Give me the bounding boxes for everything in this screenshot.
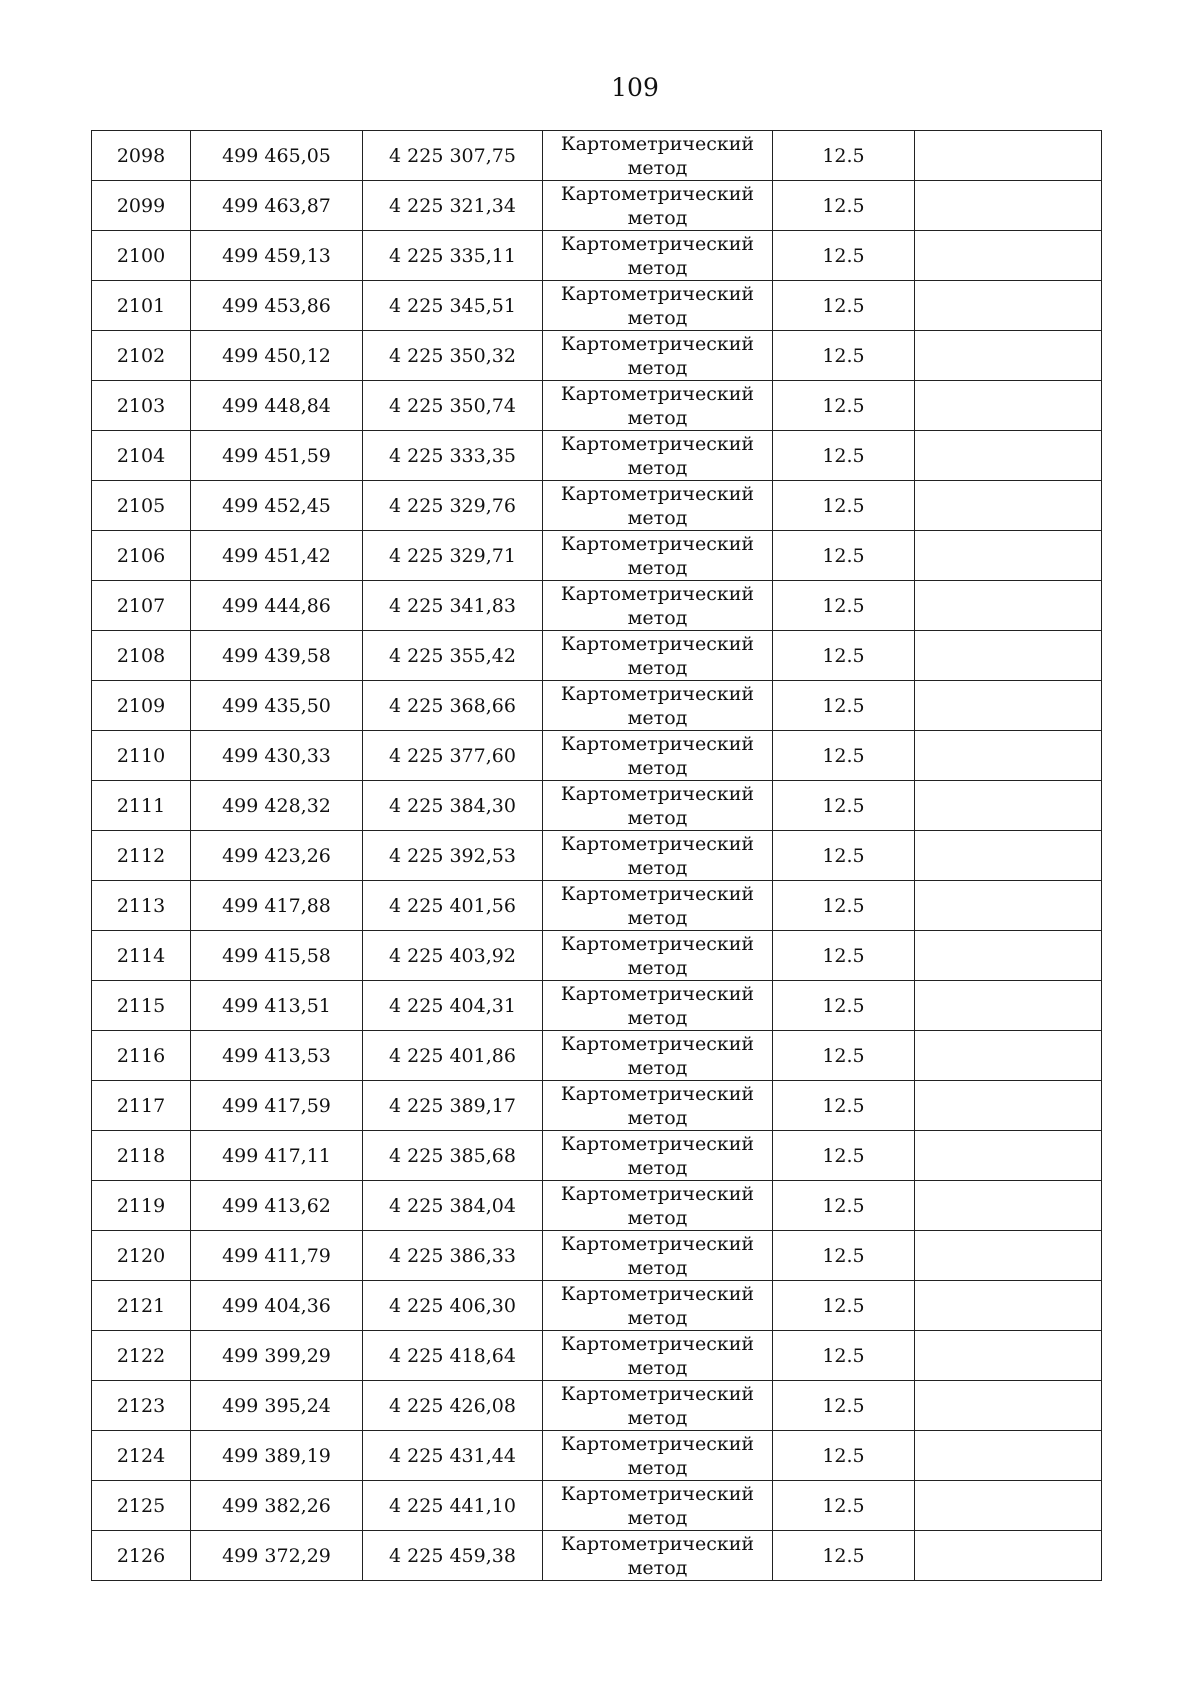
table-row: [92, 281, 1102, 331]
x-coordinate-cell: 499 453,86: [191, 281, 363, 331]
x-coordinate-cell: 499 448,84: [191, 381, 363, 431]
method-line-2: метод: [627, 1556, 688, 1579]
table-row: [92, 981, 1102, 1031]
method-line-1: Картометрический: [560, 1382, 755, 1405]
page-number: 109: [611, 73, 659, 102]
method-cell: [543, 1381, 773, 1431]
table-row: [92, 531, 1102, 581]
method-line-2: метод: [627, 1156, 688, 1179]
point-number-cell: 2108: [92, 631, 191, 681]
x-coordinate-cell: 499 413,53: [191, 1031, 363, 1081]
method-line-2: метод: [627, 1056, 688, 1079]
point-number-cell: 2119: [92, 1181, 191, 1231]
note-cell: [915, 431, 1102, 481]
table-row: [92, 1281, 1102, 1331]
y-coordinate-cell: 4 225 377,60: [363, 731, 543, 781]
method-cell: [543, 381, 773, 431]
table-row: [92, 1031, 1102, 1081]
accuracy-cell: 12.5: [773, 1281, 915, 1331]
point-number-cell: 2109: [92, 681, 191, 731]
accuracy-cell: 12.5: [773, 831, 915, 881]
y-coordinate-cell: 4 225 368,66: [363, 681, 543, 731]
accuracy-cell: 12.5: [773, 781, 915, 831]
method-line-2: метод: [627, 656, 688, 679]
accuracy-cell: 12.5: [773, 681, 915, 731]
note-cell: [915, 381, 1102, 431]
method-line-2: метод: [627, 406, 688, 429]
y-coordinate-cell: 4 225 345,51: [363, 281, 543, 331]
method-line-1: Картометрический: [560, 432, 755, 455]
method-line-1: Картометрический: [560, 1182, 755, 1205]
method-cell: [543, 931, 773, 981]
accuracy-cell: 12.5: [773, 1031, 915, 1081]
x-coordinate-cell: 499 413,51: [191, 981, 363, 1031]
method-line-2: метод: [627, 506, 688, 529]
table-row: [92, 781, 1102, 831]
note-cell: [915, 131, 1102, 181]
method-cell: [543, 781, 773, 831]
method-line-1: Картометрический: [560, 1432, 755, 1455]
note-cell: [915, 281, 1102, 331]
method-cell: [543, 731, 773, 781]
point-number-cell: 2116: [92, 1031, 191, 1081]
accuracy-cell: 12.5: [773, 531, 915, 581]
table-row: [92, 131, 1102, 181]
accuracy-cell: 12.5: [773, 1531, 915, 1581]
method-line-1: Картометрический: [560, 1132, 755, 1155]
method-line-1: Картометрический: [560, 1282, 755, 1305]
accuracy-cell: 12.5: [773, 1181, 915, 1231]
point-number-cell: 2104: [92, 431, 191, 481]
table-row: [92, 1481, 1102, 1531]
point-number-cell: 2101: [92, 281, 191, 331]
note-cell: [915, 1181, 1102, 1231]
accuracy-cell: 12.5: [773, 1331, 915, 1381]
accuracy-cell: 12.5: [773, 1231, 915, 1281]
x-coordinate-cell: 499 459,13: [191, 231, 363, 281]
method-line-1: Картометрический: [560, 632, 755, 655]
note-cell: [915, 1081, 1102, 1131]
accuracy-cell: 12.5: [773, 131, 915, 181]
x-coordinate-cell: 499 428,32: [191, 781, 363, 831]
point-number-cell: 2126: [92, 1531, 191, 1581]
accuracy-cell: 12.5: [773, 631, 915, 681]
table-row: [92, 1231, 1102, 1281]
note-cell: [915, 1381, 1102, 1431]
method-line-1: Картометрический: [560, 932, 755, 955]
table-row: [92, 431, 1102, 481]
method-cell: [543, 481, 773, 531]
point-number-cell: 2103: [92, 381, 191, 431]
method-cell: [543, 831, 773, 881]
method-cell: [543, 531, 773, 581]
method-cell: [543, 231, 773, 281]
method-line-1: Картометрический: [560, 132, 755, 155]
table-row: [92, 831, 1102, 881]
method-line-2: метод: [627, 1306, 688, 1329]
method-line-1: Картометрический: [560, 882, 755, 905]
point-number-cell: 2106: [92, 531, 191, 581]
table-row: [92, 881, 1102, 931]
y-coordinate-cell: 4 225 341,83: [363, 581, 543, 631]
note-cell: [915, 531, 1102, 581]
x-coordinate-cell: 499 399,29: [191, 1331, 363, 1381]
table-row: [92, 931, 1102, 981]
y-coordinate-cell: 4 225 335,11: [363, 231, 543, 281]
method-line-1: Картометрический: [560, 182, 755, 205]
note-cell: [915, 881, 1102, 931]
note-cell: [915, 1231, 1102, 1281]
x-coordinate-cell: 499 439,58: [191, 631, 363, 681]
y-coordinate-cell: 4 225 307,75: [363, 131, 543, 181]
point-number-cell: 2114: [92, 931, 191, 981]
x-coordinate-cell: 499 395,24: [191, 1381, 363, 1431]
method-line-1: Картометрический: [560, 1332, 755, 1355]
method-line-2: метод: [627, 606, 688, 629]
accuracy-cell: 12.5: [773, 331, 915, 381]
method-line-2: метод: [627, 956, 688, 979]
note-cell: [915, 331, 1102, 381]
table-row: [92, 381, 1102, 431]
point-number-cell: 2117: [92, 1081, 191, 1131]
method-line-2: метод: [627, 1256, 688, 1279]
method-cell: [543, 1131, 773, 1181]
method-line-2: метод: [627, 356, 688, 379]
method-line-2: метод: [627, 806, 688, 829]
point-number-cell: 2099: [92, 181, 191, 231]
accuracy-cell: 12.5: [773, 731, 915, 781]
method-cell: [543, 1231, 773, 1281]
x-coordinate-cell: 499 463,87: [191, 181, 363, 231]
note-cell: [915, 831, 1102, 881]
accuracy-cell: 12.5: [773, 1431, 915, 1481]
x-coordinate-cell: 499 435,50: [191, 681, 363, 731]
method-cell: [543, 1431, 773, 1481]
table-row: [92, 1331, 1102, 1381]
note-cell: [915, 931, 1102, 981]
x-coordinate-cell: 499 450,12: [191, 331, 363, 381]
note-cell: [915, 581, 1102, 631]
x-coordinate-cell: 499 452,45: [191, 481, 363, 531]
y-coordinate-cell: 4 225 350,32: [363, 331, 543, 381]
note-cell: [915, 181, 1102, 231]
y-coordinate-cell: 4 225 350,74: [363, 381, 543, 431]
method-cell: [543, 681, 773, 731]
method-line-1: Картометрический: [560, 782, 755, 805]
x-coordinate-cell: 499 465,05: [191, 131, 363, 181]
point-number-cell: 2120: [92, 1231, 191, 1281]
x-coordinate-cell: 499 444,86: [191, 581, 363, 631]
point-number-cell: 2102: [92, 331, 191, 381]
y-coordinate-cell: 4 225 329,71: [363, 531, 543, 581]
method-cell: [543, 131, 773, 181]
accuracy-cell: 12.5: [773, 431, 915, 481]
y-coordinate-cell: 4 225 431,44: [363, 1431, 543, 1481]
note-cell: [915, 1481, 1102, 1531]
table-row: [92, 1181, 1102, 1231]
accuracy-cell: 12.5: [773, 231, 915, 281]
note-cell: [915, 981, 1102, 1031]
point-number-cell: 2113: [92, 881, 191, 931]
method-line-2: метод: [627, 856, 688, 879]
y-coordinate-cell: 4 225 355,42: [363, 631, 543, 681]
method-cell: [543, 1481, 773, 1531]
x-coordinate-cell: 499 430,33: [191, 731, 363, 781]
method-line-2: метод: [627, 756, 688, 779]
point-number-cell: 2111: [92, 781, 191, 831]
method-cell: [543, 631, 773, 681]
y-coordinate-cell: 4 225 441,10: [363, 1481, 543, 1531]
table-row: [92, 481, 1102, 531]
method-line-2: метод: [627, 256, 688, 279]
accuracy-cell: 12.5: [773, 981, 915, 1031]
method-line-2: метод: [627, 306, 688, 329]
y-coordinate-cell: 4 225 459,38: [363, 1531, 543, 1581]
note-cell: [915, 1431, 1102, 1481]
y-coordinate-cell: 4 225 329,76: [363, 481, 543, 531]
method-cell: [543, 431, 773, 481]
method-line-2: метод: [627, 706, 688, 729]
method-line-1: Картометрический: [560, 1082, 755, 1105]
y-coordinate-cell: 4 225 386,33: [363, 1231, 543, 1281]
method-line-1: Картометрический: [560, 832, 755, 855]
y-coordinate-cell: 4 225 321,34: [363, 181, 543, 231]
x-coordinate-cell: 499 389,19: [191, 1431, 363, 1481]
table-row: [92, 1381, 1102, 1431]
method-line-1: Картометрический: [560, 482, 755, 505]
table-row: [92, 731, 1102, 781]
note-cell: [915, 1031, 1102, 1081]
y-coordinate-cell: 4 225 392,53: [363, 831, 543, 881]
y-coordinate-cell: 4 225 404,31: [363, 981, 543, 1031]
table-row: [92, 1531, 1102, 1581]
x-coordinate-cell: 499 417,11: [191, 1131, 363, 1181]
y-coordinate-cell: 4 225 389,17: [363, 1081, 543, 1131]
accuracy-cell: 12.5: [773, 281, 915, 331]
x-coordinate-cell: 499 404,36: [191, 1281, 363, 1331]
method-line-1: Картометрический: [560, 732, 755, 755]
note-cell: [915, 231, 1102, 281]
x-coordinate-cell: 499 451,59: [191, 431, 363, 481]
method-line-2: метод: [627, 1206, 688, 1229]
point-number-cell: 2121: [92, 1281, 191, 1331]
accuracy-cell: 12.5: [773, 381, 915, 431]
point-number-cell: 2105: [92, 481, 191, 531]
method-cell: [543, 281, 773, 331]
y-coordinate-cell: 4 225 401,86: [363, 1031, 543, 1081]
y-coordinate-cell: 4 225 406,30: [363, 1281, 543, 1331]
method-cell: [543, 581, 773, 631]
method-cell: [543, 1281, 773, 1331]
point-number-cell: 2110: [92, 731, 191, 781]
method-line-1: Картометрический: [560, 232, 755, 255]
point-number-cell: 2100: [92, 231, 191, 281]
x-coordinate-cell: 499 417,88: [191, 881, 363, 931]
table-row: [92, 581, 1102, 631]
method-cell: [543, 181, 773, 231]
point-number-cell: 2112: [92, 831, 191, 881]
method-cell: [543, 331, 773, 381]
table-row: [92, 681, 1102, 731]
coordinates-table: [91, 130, 1102, 1581]
method-line-2: метод: [627, 1456, 688, 1479]
method-line-1: Картометрический: [560, 532, 755, 555]
method-cell: [543, 1531, 773, 1581]
y-coordinate-cell: 4 225 384,30: [363, 781, 543, 831]
accuracy-cell: 12.5: [773, 1481, 915, 1531]
y-coordinate-cell: 4 225 403,92: [363, 931, 543, 981]
method-line-1: Картометрический: [560, 1532, 755, 1555]
point-number-cell: 2098: [92, 131, 191, 181]
method-cell: [543, 981, 773, 1031]
method-cell: [543, 881, 773, 931]
method-line-1: Картометрический: [560, 1232, 755, 1255]
method-line-1: Картометрический: [560, 1032, 755, 1055]
x-coordinate-cell: 499 372,29: [191, 1531, 363, 1581]
accuracy-cell: 12.5: [773, 931, 915, 981]
note-cell: [915, 631, 1102, 681]
accuracy-cell: 12.5: [773, 881, 915, 931]
y-coordinate-cell: 4 225 333,35: [363, 431, 543, 481]
table-row: [92, 631, 1102, 681]
note-cell: [915, 681, 1102, 731]
note-cell: [915, 1281, 1102, 1331]
table-row: [92, 1081, 1102, 1131]
method-line-2: метод: [627, 1406, 688, 1429]
method-cell: [543, 1331, 773, 1381]
method-line-2: метод: [627, 556, 688, 579]
point-number-cell: 2124: [92, 1431, 191, 1481]
note-cell: [915, 731, 1102, 781]
point-number-cell: 2118: [92, 1131, 191, 1181]
method-line-2: метод: [627, 1506, 688, 1529]
x-coordinate-cell: 499 417,59: [191, 1081, 363, 1131]
x-coordinate-cell: 499 411,79: [191, 1231, 363, 1281]
y-coordinate-cell: 4 225 385,68: [363, 1131, 543, 1181]
method-line-1: Картометрический: [560, 382, 755, 405]
method-cell: [543, 1181, 773, 1231]
method-line-2: метод: [627, 906, 688, 929]
accuracy-cell: 12.5: [773, 1381, 915, 1431]
table-row: [92, 1431, 1102, 1481]
accuracy-cell: 12.5: [773, 1081, 915, 1131]
method-cell: [543, 1081, 773, 1131]
method-line-2: метод: [627, 156, 688, 179]
y-coordinate-cell: 4 225 401,56: [363, 881, 543, 931]
method-line-2: метод: [627, 1006, 688, 1029]
method-line-2: метод: [627, 1356, 688, 1379]
method-line-1: Картометрический: [560, 982, 755, 1005]
method-line-1: Картометрический: [560, 682, 755, 705]
x-coordinate-cell: 499 413,62: [191, 1181, 363, 1231]
accuracy-cell: 12.5: [773, 581, 915, 631]
x-coordinate-cell: 499 451,42: [191, 531, 363, 581]
method-cell: [543, 1031, 773, 1081]
method-line-2: метод: [627, 1106, 688, 1129]
note-cell: [915, 1331, 1102, 1381]
method-line-1: Картометрический: [560, 1482, 755, 1505]
point-number-cell: 2123: [92, 1381, 191, 1431]
note-cell: [915, 481, 1102, 531]
accuracy-cell: 12.5: [773, 1131, 915, 1181]
method-line-1: Картометрический: [560, 582, 755, 605]
method-line-2: метод: [627, 206, 688, 229]
table-row: [92, 331, 1102, 381]
y-coordinate-cell: 4 225 418,64: [363, 1331, 543, 1381]
x-coordinate-cell: 499 415,58: [191, 931, 363, 981]
point-number-cell: 2122: [92, 1331, 191, 1381]
method-line-1: Картометрический: [560, 332, 755, 355]
point-number-cell: 2115: [92, 981, 191, 1031]
accuracy-cell: 12.5: [773, 481, 915, 531]
point-number-cell: 2125: [92, 1481, 191, 1531]
method-line-1: Картометрический: [560, 282, 755, 305]
y-coordinate-cell: 4 225 384,04: [363, 1181, 543, 1231]
coordinates-table-body: [92, 131, 1102, 1581]
x-coordinate-cell: 499 423,26: [191, 831, 363, 881]
note-cell: [915, 781, 1102, 831]
x-coordinate-cell: 499 382,26: [191, 1481, 363, 1531]
note-cell: [915, 1131, 1102, 1181]
table-row: [92, 181, 1102, 231]
point-number-cell: 2107: [92, 581, 191, 631]
accuracy-cell: 12.5: [773, 181, 915, 231]
table-row: [92, 231, 1102, 281]
method-line-2: метод: [627, 456, 688, 479]
note-cell: [915, 1531, 1102, 1581]
y-coordinate-cell: 4 225 426,08: [363, 1381, 543, 1431]
table-row: [92, 1131, 1102, 1181]
